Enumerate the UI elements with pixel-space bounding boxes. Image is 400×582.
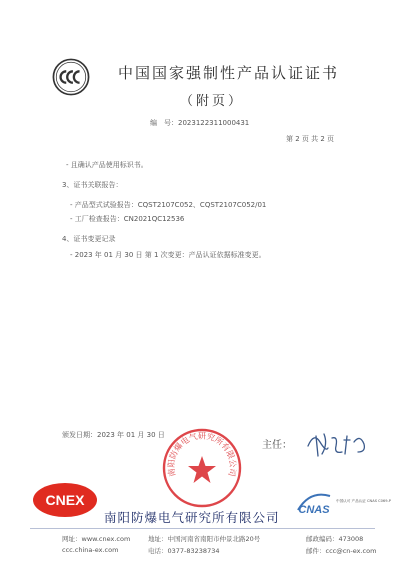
certificate-number: 编 号：2023122311000431 <box>150 119 250 127</box>
cnas-logo <box>296 488 391 522</box>
page-subtitle: （附页） <box>180 94 245 109</box>
chairman-label: 主任： <box>262 440 292 451</box>
company-name: 南阳防爆电气研究所有限公司 <box>104 510 280 525</box>
seal-text: 南阳防爆电气研究所有限公司 <box>165 430 239 478</box>
change-record-line: - 2023 年 01 月 30 日 第 1 次变更：产品认证依据标准变更。 <box>70 251 266 259</box>
page-indicator: 第 2 页 共 2 页 <box>286 135 335 143</box>
footer-address: 地址：中国河南省南阳市仲景北路20号 <box>148 535 261 543</box>
footer-phone: 电话：0377-83238734 <box>148 547 220 555</box>
cnex-logo-text: CNEX <box>45 492 85 508</box>
page-title: 中国国家强制性产品认证证书 <box>118 64 340 82</box>
cnex-logo <box>32 482 98 518</box>
section-heading-changes: 4、证书变更记录 <box>62 235 116 243</box>
test-report-line: - 产品型式试验报告：CQST2107C052、CQST2107C052/01 <box>70 201 267 209</box>
cnas-sub-text: 中国认可 产品认证 CNAS C069-P <box>336 499 391 503</box>
body-line-1: - 且确认产品使用标识书。 <box>66 161 148 169</box>
factory-report-line: - 工厂检查报告：CN2021QC12536 <box>70 215 185 223</box>
footer-postcode: 邮政编码：473008 <box>306 535 364 543</box>
section-heading-reports: 3、证书关联报告： <box>62 181 123 189</box>
issue-date: 颁发日期：2023 年 01 月 30 日 <box>62 431 165 439</box>
footer-email[interactable]: 邮件：ccc@cn-ex.com <box>306 547 377 555</box>
footer-website-alt[interactable]: ccc.china-ex.com <box>62 546 119 554</box>
footer-divider <box>30 528 375 529</box>
footer-website[interactable]: 网址：www.cnex.com <box>62 535 131 543</box>
ccc-logo <box>52 58 90 96</box>
cnas-logo-text: CNAS <box>298 504 330 516</box>
official-seal <box>160 426 244 510</box>
chairman-signature <box>304 426 372 460</box>
